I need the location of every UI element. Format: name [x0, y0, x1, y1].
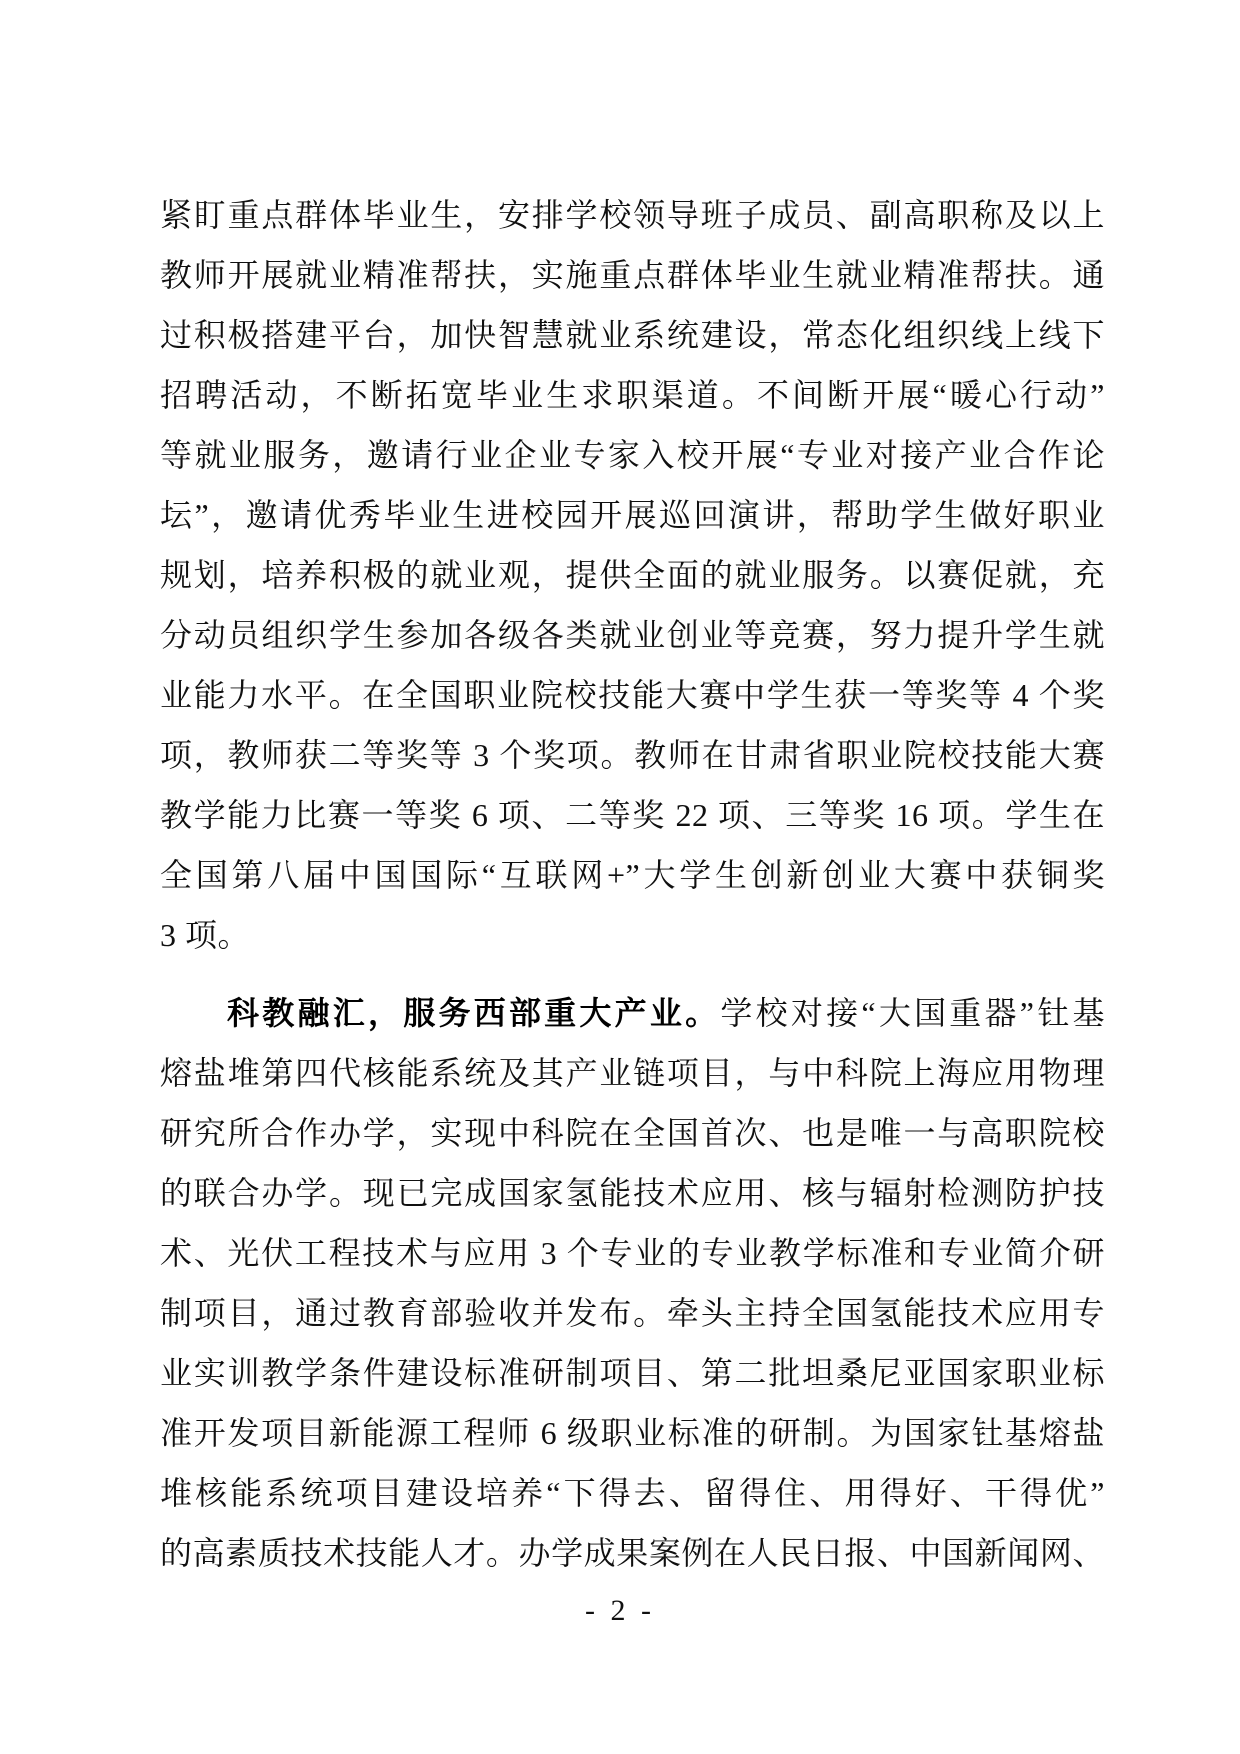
- text-line: 教学能力比赛一等奖 6 项、二等奖 22 项、三等奖 16 项。学生在: [160, 797, 1105, 833]
- text-line: 教师开展就业精准帮扶，实施重点群体毕业生就业精准帮扶。通: [160, 257, 1105, 293]
- text-line: 业实训教学条件建设标准研制项目、第二批坦桑尼亚国家职业标: [160, 1355, 1105, 1391]
- text-line: 分动员组织学生参加各级各类就业创业等竞赛，努力提升学生就: [160, 617, 1105, 653]
- text-line: 3 项。: [160, 917, 251, 953]
- text-line: 坛”，邀请优秀毕业生进校园开展巡回演讲，帮助学生做好职业: [160, 497, 1105, 533]
- text-line: 术、光伏工程技术与应用 3 个专业的专业教学标准和专业简介研: [160, 1235, 1105, 1271]
- text-line: 项，教师获二等奖等 3 个奖项。教师在甘肃省职业院校技能大赛: [160, 737, 1105, 773]
- document-body: [160, 185, 1105, 1583]
- text-line: 全国第八届中国国际“互联网+”大学生创新创业大赛中获铜奖: [160, 857, 1105, 893]
- text-line: 的联合办学。现已完成国家氢能技术应用、核与辐射检测防护技: [160, 1175, 1105, 1211]
- text-line: 紧盯重点群体毕业生，安排学校领导班子成员、副高职称及以上: [160, 197, 1105, 233]
- paragraph-employment-services: [160, 185, 1105, 965]
- text-line: 科教融汇，服务西部重大产业。学校对接“大国重器”钍基: [227, 995, 1105, 1031]
- text-line: 等就业服务，邀请行业企业专家入校开展“专业对接产业合作论: [160, 437, 1105, 473]
- text-line: 准开发项目新能源工程师 6 级职业标准的研制。为国家钍基熔盐: [160, 1415, 1105, 1451]
- page-number: - 2 -: [585, 1594, 655, 1627]
- paragraph-lead-bold: 科教融汇，服务西部重大产业。: [227, 995, 721, 1031]
- text-line: 堆核能系统项目建设培养“下得去、留得住、用得好、干得优”: [160, 1475, 1105, 1511]
- text-line: 制项目，通过教育部验收并发布。牵头主持全国氢能技术应用专: [160, 1295, 1105, 1331]
- text-line: 的高素质技术技能人才。办学成果案例在人民日报、中国新闻网、: [160, 1535, 1105, 1571]
- text-line: 熔盐堆第四代核能系统及其产业链项目，与中科院上海应用物理: [160, 1055, 1105, 1091]
- text-line: 研究所合作办学，实现中科院在全国首次、也是唯一与高职院校: [160, 1115, 1105, 1151]
- text-line: 规划，培养积极的就业观，提供全面的就业服务。以赛促就，充: [160, 557, 1105, 593]
- text-line: 过积极搭建平台，加快智慧就业系统建设，常态化组织线上线下: [160, 317, 1105, 353]
- text-line: 招聘活动，不断拓宽毕业生求职渠道。不间断开展“暖心行动”: [160, 377, 1105, 413]
- paragraph-science-education-integration: [160, 983, 1105, 1583]
- text-line: 业能力水平。在全国职业院校技能大赛中学生获一等奖等 4 个奖: [160, 677, 1105, 713]
